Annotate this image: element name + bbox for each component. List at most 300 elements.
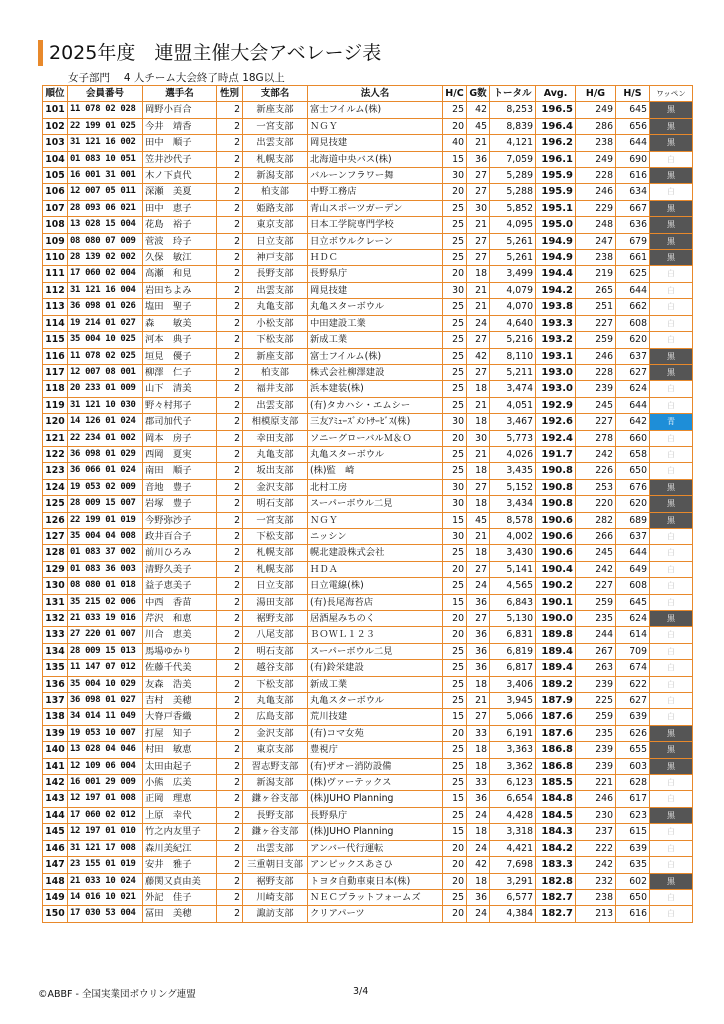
cell-total: 5,288 xyxy=(490,184,536,200)
cell-rank: 104 xyxy=(43,151,68,167)
cell-hs: 662 xyxy=(616,299,650,315)
cell-games: 36 xyxy=(467,643,490,659)
header-badge: ワッペン xyxy=(650,86,693,102)
cell-hc: 20 xyxy=(443,906,467,922)
cell-member-no: 27 220 01 007 xyxy=(68,627,143,643)
cell-badge: 白 xyxy=(650,594,693,610)
cell-games: 18 xyxy=(467,414,490,430)
cell-hs: 642 xyxy=(616,414,650,430)
cell-hc: 25 xyxy=(443,397,467,413)
cell-games: 21 xyxy=(467,693,490,709)
cell-hc: 30 xyxy=(443,282,467,298)
cell-avg: 192.4 xyxy=(536,430,576,446)
cell-badge: 白 xyxy=(650,693,693,709)
cell-games: 36 xyxy=(467,151,490,167)
cell-badge: 白 xyxy=(650,906,693,922)
cell-hc: 20 xyxy=(443,561,467,577)
cell-name: 菅波 玲子 xyxy=(143,233,217,249)
cell-total: 4,051 xyxy=(490,397,536,413)
table-row xyxy=(43,824,693,840)
cell-hc: 25 xyxy=(443,364,467,380)
cell-corp: 岡見技建 xyxy=(308,282,443,298)
cell-rank: 124 xyxy=(43,479,68,495)
cell-total: 3,435 xyxy=(490,463,536,479)
cell-hs: 689 xyxy=(616,512,650,528)
cell-hs: 627 xyxy=(616,364,650,380)
cell-total: 7,059 xyxy=(490,151,536,167)
cell-sex: 2 xyxy=(217,807,243,823)
cell-games: 18 xyxy=(467,758,490,774)
cell-branch: 出雲支部 xyxy=(243,135,308,151)
cell-branch: 札幌支部 xyxy=(243,545,308,561)
cell-sex: 2 xyxy=(217,250,243,266)
cell-sex: 2 xyxy=(217,348,243,364)
cell-hg: 228 xyxy=(576,168,616,184)
table-row xyxy=(43,545,693,561)
table-row xyxy=(43,627,693,643)
cell-member-no: 20 233 01 009 xyxy=(68,381,143,397)
cell-branch: 川崎支部 xyxy=(243,889,308,905)
cell-corp: ニッシン xyxy=(308,528,443,544)
cell-hs: 617 xyxy=(616,791,650,807)
cell-member-no: 35 004 04 008 xyxy=(68,528,143,544)
cell-games: 24 xyxy=(467,840,490,856)
cell-avg: 185.5 xyxy=(536,775,576,791)
cell-name: 田中 順子 xyxy=(143,135,217,151)
header-total: トータル xyxy=(490,86,536,102)
cell-total: 6,819 xyxy=(490,643,536,659)
cell-hs: 650 xyxy=(616,889,650,905)
cell-hg: 238 xyxy=(576,135,616,151)
cell-member-no: 12 109 06 004 xyxy=(68,758,143,774)
cell-badge: 白 xyxy=(650,561,693,577)
cell-hc: 30 xyxy=(443,414,467,430)
cell-avg: 182.8 xyxy=(536,873,576,889)
cell-rank: 117 xyxy=(43,364,68,380)
cell-hs: 667 xyxy=(616,200,650,216)
table-row xyxy=(43,463,693,479)
cell-badge: 白 xyxy=(650,397,693,413)
cell-avg: 193.3 xyxy=(536,315,576,331)
cell-avg: 196.5 xyxy=(536,102,576,118)
cell-badge: 黒 xyxy=(650,200,693,216)
cell-sex: 2 xyxy=(217,758,243,774)
cell-avg: 191.7 xyxy=(536,446,576,462)
cell-hc: 30 xyxy=(443,528,467,544)
cell-hc: 25 xyxy=(443,578,467,594)
cell-rank: 114 xyxy=(43,315,68,331)
cell-corp: 岡見技建 xyxy=(308,135,443,151)
cell-name: 垣見 優子 xyxy=(143,348,217,364)
cell-name: 中西 香苗 xyxy=(143,594,217,610)
cell-branch: 鎌ヶ谷支部 xyxy=(243,791,308,807)
cell-total: 3,318 xyxy=(490,824,536,840)
table-row xyxy=(43,233,693,249)
cell-hg: 253 xyxy=(576,479,616,495)
cell-games: 21 xyxy=(467,446,490,462)
cell-games: 21 xyxy=(467,217,490,233)
table-row xyxy=(43,791,693,807)
cell-member-no: 35 215 02 006 xyxy=(68,594,143,610)
cell-hc: 25 xyxy=(443,200,467,216)
cell-corp: 幌北建設株式会社 xyxy=(308,545,443,561)
table-row xyxy=(43,381,693,397)
cell-branch: 福井支部 xyxy=(243,381,308,397)
cell-total: 5,773 xyxy=(490,430,536,446)
cell-rank: 108 xyxy=(43,217,68,233)
cell-corp: ＨＤＣ xyxy=(308,250,443,266)
cell-branch: 裾野支部 xyxy=(243,873,308,889)
cell-corp: 富士フイルム(株) xyxy=(308,102,443,118)
cell-total: 4,026 xyxy=(490,446,536,462)
table-row xyxy=(43,578,693,594)
cell-sex: 2 xyxy=(217,446,243,462)
cell-name: 小熊 広美 xyxy=(143,775,217,791)
table-row xyxy=(43,857,693,873)
cell-hc: 25 xyxy=(443,233,467,249)
cell-branch: 幸田支部 xyxy=(243,430,308,446)
cell-hs: 649 xyxy=(616,561,650,577)
cell-member-no: 01 083 37 002 xyxy=(68,545,143,561)
cell-hg: 246 xyxy=(576,791,616,807)
cell-name: 正岡 理恵 xyxy=(143,791,217,807)
cell-branch: 新潟支部 xyxy=(243,168,308,184)
cell-corp: (有)タカハシ・エムシー xyxy=(308,397,443,413)
cell-rank: 126 xyxy=(43,512,68,528)
header-hg: H/G xyxy=(576,86,616,102)
cell-avg: 190.6 xyxy=(536,512,576,528)
cell-total: 3,474 xyxy=(490,381,536,397)
cell-branch: 金沢支部 xyxy=(243,725,308,741)
cell-branch: 下松支部 xyxy=(243,528,308,544)
cell-corp: (株)JUHO Planning xyxy=(308,791,443,807)
cell-hs: 644 xyxy=(616,397,650,413)
cell-member-no: 11 147 07 012 xyxy=(68,660,143,676)
cell-badge: 黒 xyxy=(650,168,693,184)
cell-member-no: 13 028 04 046 xyxy=(68,742,143,758)
cell-avg: 187.6 xyxy=(536,709,576,725)
cell-sex: 2 xyxy=(217,889,243,905)
cell-branch: 一宮支部 xyxy=(243,512,308,528)
cell-badge: 黒 xyxy=(650,725,693,741)
cell-hg: 259 xyxy=(576,709,616,725)
cell-name: 馬場ゆかり xyxy=(143,643,217,659)
cell-hg: 286 xyxy=(576,118,616,134)
table-row xyxy=(43,889,693,905)
cell-badge: 黒 xyxy=(650,496,693,512)
cell-corp: 丸亀スターボウル xyxy=(308,446,443,462)
cell-branch: 札幌支部 xyxy=(243,561,308,577)
table-row xyxy=(43,135,693,151)
cell-total: 3,291 xyxy=(490,873,536,889)
cell-name: 岩田ちよみ xyxy=(143,282,217,298)
cell-rank: 140 xyxy=(43,742,68,758)
cell-hg: 239 xyxy=(576,676,616,692)
cell-hs: 624 xyxy=(616,611,650,627)
cell-name: 打屋 知子 xyxy=(143,725,217,741)
cell-branch: 越谷支部 xyxy=(243,660,308,676)
cell-member-no: 21 033 10 024 xyxy=(68,873,143,889)
cell-name: 太田由起子 xyxy=(143,758,217,774)
cell-member-no: 11 078 02 028 xyxy=(68,102,143,118)
cell-rank: 134 xyxy=(43,643,68,659)
cell-hc: 25 xyxy=(443,381,467,397)
cell-corp: トヨタ自動車東日本(株) xyxy=(308,873,443,889)
cell-hg: 239 xyxy=(576,381,616,397)
cell-hg: 245 xyxy=(576,397,616,413)
cell-hs: 690 xyxy=(616,151,650,167)
cell-sex: 2 xyxy=(217,578,243,594)
cell-sex: 2 xyxy=(217,840,243,856)
cell-hg: 242 xyxy=(576,561,616,577)
cell-avg: 190.8 xyxy=(536,463,576,479)
cell-hs: 628 xyxy=(616,775,650,791)
cell-member-no: 28 139 02 002 xyxy=(68,250,143,266)
cell-name: 今井 靖香 xyxy=(143,118,217,134)
cell-corp: 長野県庁 xyxy=(308,807,443,823)
cell-games: 36 xyxy=(467,627,490,643)
cell-corp: アンバー代行運転 xyxy=(308,840,443,856)
cell-hc: 30 xyxy=(443,479,467,495)
table-row xyxy=(43,446,693,462)
cell-badge: 白 xyxy=(650,660,693,676)
table-row xyxy=(43,807,693,823)
table-row xyxy=(43,430,693,446)
cell-branch: 金沢支部 xyxy=(243,479,308,495)
cell-sex: 2 xyxy=(217,299,243,315)
cell-name: 森川美紀江 xyxy=(143,840,217,856)
cell-rank: 121 xyxy=(43,430,68,446)
page-subtitle: 女子部門 4 人チーム大会終了時点 18G以上 xyxy=(68,72,285,84)
cell-avg: 182.7 xyxy=(536,889,576,905)
cell-hc: 25 xyxy=(443,299,467,315)
cell-hg: 265 xyxy=(576,282,616,298)
cell-member-no: 31 121 17 008 xyxy=(68,840,143,856)
cell-total: 4,121 xyxy=(490,135,536,151)
cell-sex: 2 xyxy=(217,397,243,413)
cell-avg: 195.9 xyxy=(536,184,576,200)
cell-rank: 138 xyxy=(43,709,68,725)
cell-games: 27 xyxy=(467,561,490,577)
cell-corp: クリアパーツ xyxy=(308,906,443,922)
cell-sex: 2 xyxy=(217,102,243,118)
table-row xyxy=(43,250,693,266)
cell-name: 友森 浩美 xyxy=(143,676,217,692)
cell-branch: 札幌支部 xyxy=(243,151,308,167)
cell-hg: 238 xyxy=(576,889,616,905)
cell-branch: 小松支部 xyxy=(243,315,308,331)
cell-badge: 白 xyxy=(650,463,693,479)
cell-sex: 2 xyxy=(217,873,243,889)
cell-total: 3,406 xyxy=(490,676,536,692)
cell-badge: 青 xyxy=(650,414,693,430)
cell-total: 5,261 xyxy=(490,233,536,249)
cell-hc: 25 xyxy=(443,807,467,823)
cell-branch: 東京支部 xyxy=(243,217,308,233)
cell-rank: 107 xyxy=(43,200,68,216)
cell-corp: (有)ザオー消防設備 xyxy=(308,758,443,774)
header-row xyxy=(43,86,693,102)
cell-hs: 656 xyxy=(616,118,650,134)
cell-avg: 190.4 xyxy=(536,561,576,577)
cell-sex: 2 xyxy=(217,364,243,380)
cell-sex: 2 xyxy=(217,660,243,676)
cell-member-no: 36 098 01 029 xyxy=(68,446,143,462)
table-row xyxy=(43,102,693,118)
cell-branch: 裾野支部 xyxy=(243,611,308,627)
cell-branch: 一宮支部 xyxy=(243,118,308,134)
table-row xyxy=(43,118,693,134)
cell-branch: 柏支部 xyxy=(243,364,308,380)
cell-member-no: 36 098 01 026 xyxy=(68,299,143,315)
cell-hc: 20 xyxy=(443,857,467,873)
cell-games: 18 xyxy=(467,545,490,561)
cell-corp: 浜本建装(株) xyxy=(308,381,443,397)
cell-games: 27 xyxy=(467,168,490,184)
cell-branch: 丸亀支部 xyxy=(243,446,308,462)
cell-rank: 122 xyxy=(43,446,68,462)
cell-avg: 189.8 xyxy=(536,627,576,643)
cell-badge: 白 xyxy=(650,430,693,446)
cell-member-no: 19 214 01 027 xyxy=(68,315,143,331)
cell-games: 36 xyxy=(467,594,490,610)
table-row xyxy=(43,561,693,577)
cell-hs: 625 xyxy=(616,266,650,282)
cell-total: 6,191 xyxy=(490,725,536,741)
cell-avg: 187.6 xyxy=(536,725,576,741)
cell-sex: 2 xyxy=(217,168,243,184)
cell-hc: 25 xyxy=(443,250,467,266)
cell-hg: 247 xyxy=(576,233,616,249)
cell-member-no: 36 066 01 024 xyxy=(68,463,143,479)
header-rank: 順位 xyxy=(43,86,68,102)
cell-total: 3,499 xyxy=(490,266,536,282)
cell-total: 5,141 xyxy=(490,561,536,577)
cell-branch: 神戸支部 xyxy=(243,250,308,266)
cell-games: 24 xyxy=(467,807,490,823)
cell-hg: 266 xyxy=(576,528,616,544)
cell-corp: ＢＯＷＬ１２３ xyxy=(308,627,443,643)
cell-corp: 三友ｱﾐｭｰｽﾞﾒﾝﾄｻｰﾋﾞｽ(株) xyxy=(308,414,443,430)
cell-member-no: 28 009 15 007 xyxy=(68,496,143,512)
cell-sex: 2 xyxy=(217,643,243,659)
cell-avg: 192.6 xyxy=(536,414,576,430)
cell-rank: 149 xyxy=(43,889,68,905)
cell-member-no: 11 078 02 025 xyxy=(68,348,143,364)
cell-member-no: 31 121 16 002 xyxy=(68,135,143,151)
cell-games: 42 xyxy=(467,102,490,118)
cell-branch: 下松支部 xyxy=(243,332,308,348)
cell-name: 佐藤千代美 xyxy=(143,660,217,676)
cell-rank: 127 xyxy=(43,528,68,544)
cell-hc: 25 xyxy=(443,217,467,233)
cell-badge: 白 xyxy=(650,151,693,167)
cell-badge: 黒 xyxy=(650,742,693,758)
cell-hc: 15 xyxy=(443,512,467,528)
cell-avg: 186.8 xyxy=(536,758,576,774)
cell-name: 竹之内友里子 xyxy=(143,824,217,840)
cell-sex: 2 xyxy=(217,857,243,873)
table-row xyxy=(43,660,693,676)
cell-branch: 柏支部 xyxy=(243,184,308,200)
cell-rank: 119 xyxy=(43,397,68,413)
cell-name: 野々村邦子 xyxy=(143,397,217,413)
cell-name: 深瀬 美夏 xyxy=(143,184,217,200)
cell-hs: 620 xyxy=(616,496,650,512)
cell-total: 6,843 xyxy=(490,594,536,610)
cell-games: 36 xyxy=(467,660,490,676)
cell-name: 芹沢 和恵 xyxy=(143,611,217,627)
table-row xyxy=(43,594,693,610)
cell-hc: 25 xyxy=(443,660,467,676)
cell-hg: 227 xyxy=(576,414,616,430)
cell-name: 村田 敏恵 xyxy=(143,742,217,758)
cell-member-no: 19 053 02 009 xyxy=(68,479,143,495)
cell-games: 18 xyxy=(467,266,490,282)
cell-games: 18 xyxy=(467,742,490,758)
cell-sex: 2 xyxy=(217,725,243,741)
cell-hc: 25 xyxy=(443,758,467,774)
table-row xyxy=(43,282,693,298)
cell-hg: 227 xyxy=(576,578,616,594)
cell-sex: 2 xyxy=(217,151,243,167)
cell-sex: 2 xyxy=(217,496,243,512)
cell-corp: 北村工房 xyxy=(308,479,443,495)
cell-hc: 20 xyxy=(443,611,467,627)
cell-total: 3,430 xyxy=(490,545,536,561)
cell-badge: 黒 xyxy=(650,348,693,364)
cell-member-no: 13 028 15 004 xyxy=(68,217,143,233)
cell-hg: 225 xyxy=(576,693,616,709)
cell-branch: 相模原支部 xyxy=(243,414,308,430)
cell-member-no: 34 014 11 049 xyxy=(68,709,143,725)
cell-corp: 新成工業 xyxy=(308,332,443,348)
cell-avg: 184.8 xyxy=(536,791,576,807)
cell-badge: 白 xyxy=(650,840,693,856)
cell-hs: 655 xyxy=(616,742,650,758)
cell-hc: 25 xyxy=(443,446,467,462)
table-row xyxy=(43,168,693,184)
cell-avg: 193.0 xyxy=(536,381,576,397)
cell-branch: 明石支部 xyxy=(243,643,308,659)
cell-name: 西岡 夏実 xyxy=(143,446,217,462)
cell-sex: 2 xyxy=(217,561,243,577)
cell-hg: 278 xyxy=(576,430,616,446)
cell-avg: 190.2 xyxy=(536,578,576,594)
table-row xyxy=(43,643,693,659)
cell-name: 久保 敏江 xyxy=(143,250,217,266)
header-hs: H/S xyxy=(616,86,650,102)
cell-branch: 出雲支部 xyxy=(243,282,308,298)
cell-name: 上原 幸代 xyxy=(143,807,217,823)
cell-total: 6,817 xyxy=(490,660,536,676)
cell-avg: 194.9 xyxy=(536,233,576,249)
cell-hs: 650 xyxy=(616,463,650,479)
cell-badge: 白 xyxy=(650,627,693,643)
cell-hc: 25 xyxy=(443,676,467,692)
cell-corp: 豊視庁 xyxy=(308,742,443,758)
cell-member-no: 22 199 01 025 xyxy=(68,118,143,134)
cell-name: 前川ひろみ xyxy=(143,545,217,561)
cell-avg: 194.2 xyxy=(536,282,576,298)
cell-member-no: 17 030 53 004 xyxy=(68,906,143,922)
cell-hs: 658 xyxy=(616,446,650,462)
table-row xyxy=(43,414,693,430)
cell-rank: 136 xyxy=(43,676,68,692)
cell-branch: 日立支部 xyxy=(243,233,308,249)
cell-hg: 238 xyxy=(576,250,616,266)
cell-games: 18 xyxy=(467,676,490,692)
